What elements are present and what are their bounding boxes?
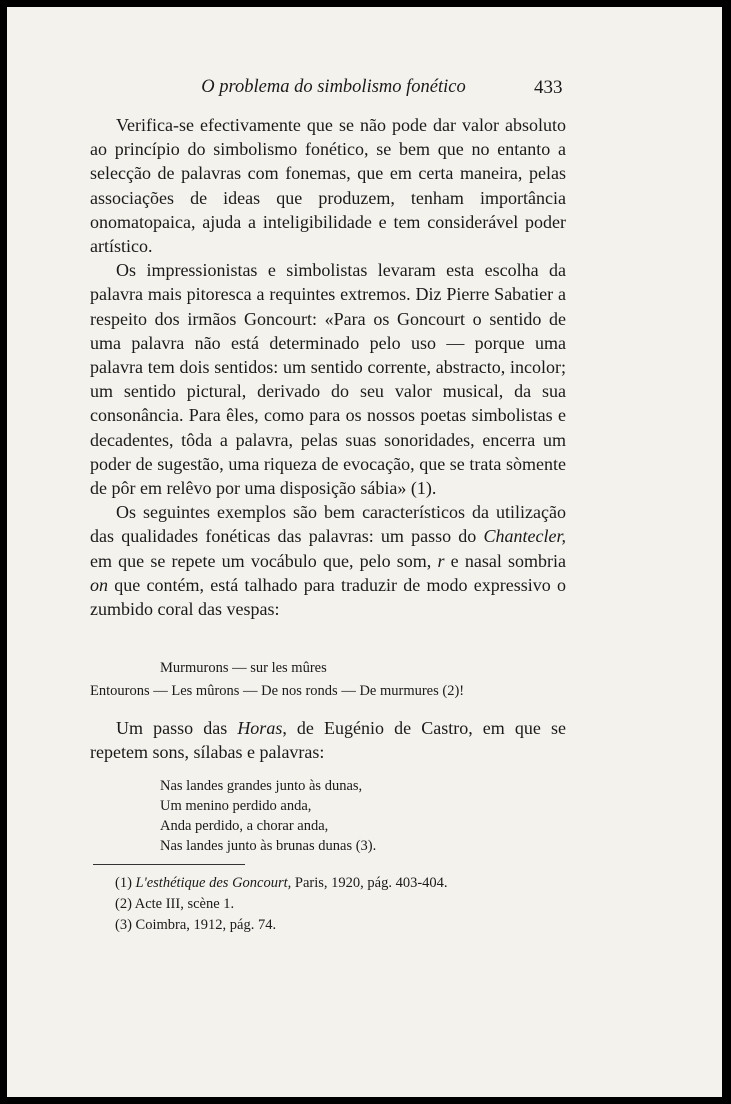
paragraph-4-text-a: Um passo das	[116, 718, 238, 738]
paragraph-2: Os impressionistas e simbolistas levaram esta escolha da palavra mais pitoresca a requintes extremos. Diz Pierre Sabatier a respeito dos irmãos Goncourt: «Para os Goncourt o sentido de uma palavra não está determinado pelo uso — porque uma palavra tem dois sentidos: um sentido corrente, abstracto, incolor; um sentido pictural, derivado do seu valor musical, da sua consonância. Para êles, como para os nossos poetas simbolistas e decadentes, tôda a palavra, pelas suas sonoridades, encerra um poder de sugestão, uma riqueza de evocação, que se trata sòmente de pôr em relêvo por uma disposição sábia» (1).	[90, 260, 566, 499]
paragraph-4	[90, 716, 566, 764]
footnote-divider	[93, 864, 245, 865]
quote-line-1: Murmurons — sur les mûres	[160, 660, 327, 676]
page-header	[7, 74, 722, 104]
main-text	[90, 113, 566, 621]
stanza-line: Anda perdido, a chorar anda,	[160, 818, 329, 834]
work-title-horas: Horas	[237, 718, 283, 738]
paragraph-3-text-a: Os seguintes exemplos são bem característicos da utilização das qualidades fonéticas das palavras: um passo do	[90, 502, 566, 547]
letter-r: r	[437, 550, 445, 571]
stanza-line: Nas landes grandes junto às dunas,	[160, 778, 363, 794]
paragraph-3	[90, 500, 566, 621]
footnote-1-title: L'esthétique des Goncourt,	[135, 875, 292, 891]
footnote-1-number: (1)	[115, 875, 132, 891]
quote-line-2: Entourons — Les mûrons — De nos ronds — De murmures (2)!	[90, 683, 465, 699]
book-page	[7, 7, 722, 1097]
paragraph-3-text-d: que contém, está talhado para traduzir de modo expressivo o zumbido coral das vespas:	[90, 574, 566, 620]
nasal-on: on	[90, 574, 108, 595]
stanza-line: Um menino perdido anda,	[160, 798, 312, 814]
footnotes	[115, 873, 448, 936]
paragraph-4-text-b: , de Eugénio de Castro, em que se repetem sons, sílabas e palavras:	[90, 718, 566, 763]
stanza-line: Nas landes junto às brunas dunas (3).	[160, 838, 377, 854]
paragraph-3-text-c: e nasal sombria	[444, 550, 566, 571]
page-number: 433	[534, 77, 563, 98]
work-title-chantecler: Chantecler,	[483, 526, 566, 547]
paragraph-3-text-b: em que se repete um vocábulo que, pelo som,	[90, 550, 438, 571]
footnote-3: (3) Coimbra, 1912, pág. 74.	[115, 917, 277, 933]
running-title: O problema do simbolismo fonético	[201, 77, 466, 97]
footnote-1-rest: Paris, 1920, pág. 403-404.	[291, 875, 448, 891]
paragraph-4-block	[90, 716, 566, 764]
poem-stanza	[160, 776, 376, 856]
footnote-1	[115, 873, 448, 894]
paragraph-1: Verifica-se efectivamente que se não pode dar valor absoluto ao princípio do simbolismo fonético, se bem que no entanto a selecção de palavras com fonemas, que em certa maneira, pelas associações de ideas que produzem, tenham importância onomatopaica, ajuda a inteligibilidade e tem considerável poder artístico.	[90, 115, 566, 257]
footnote-2: (2) Acte III, scène 1.	[115, 896, 235, 912]
